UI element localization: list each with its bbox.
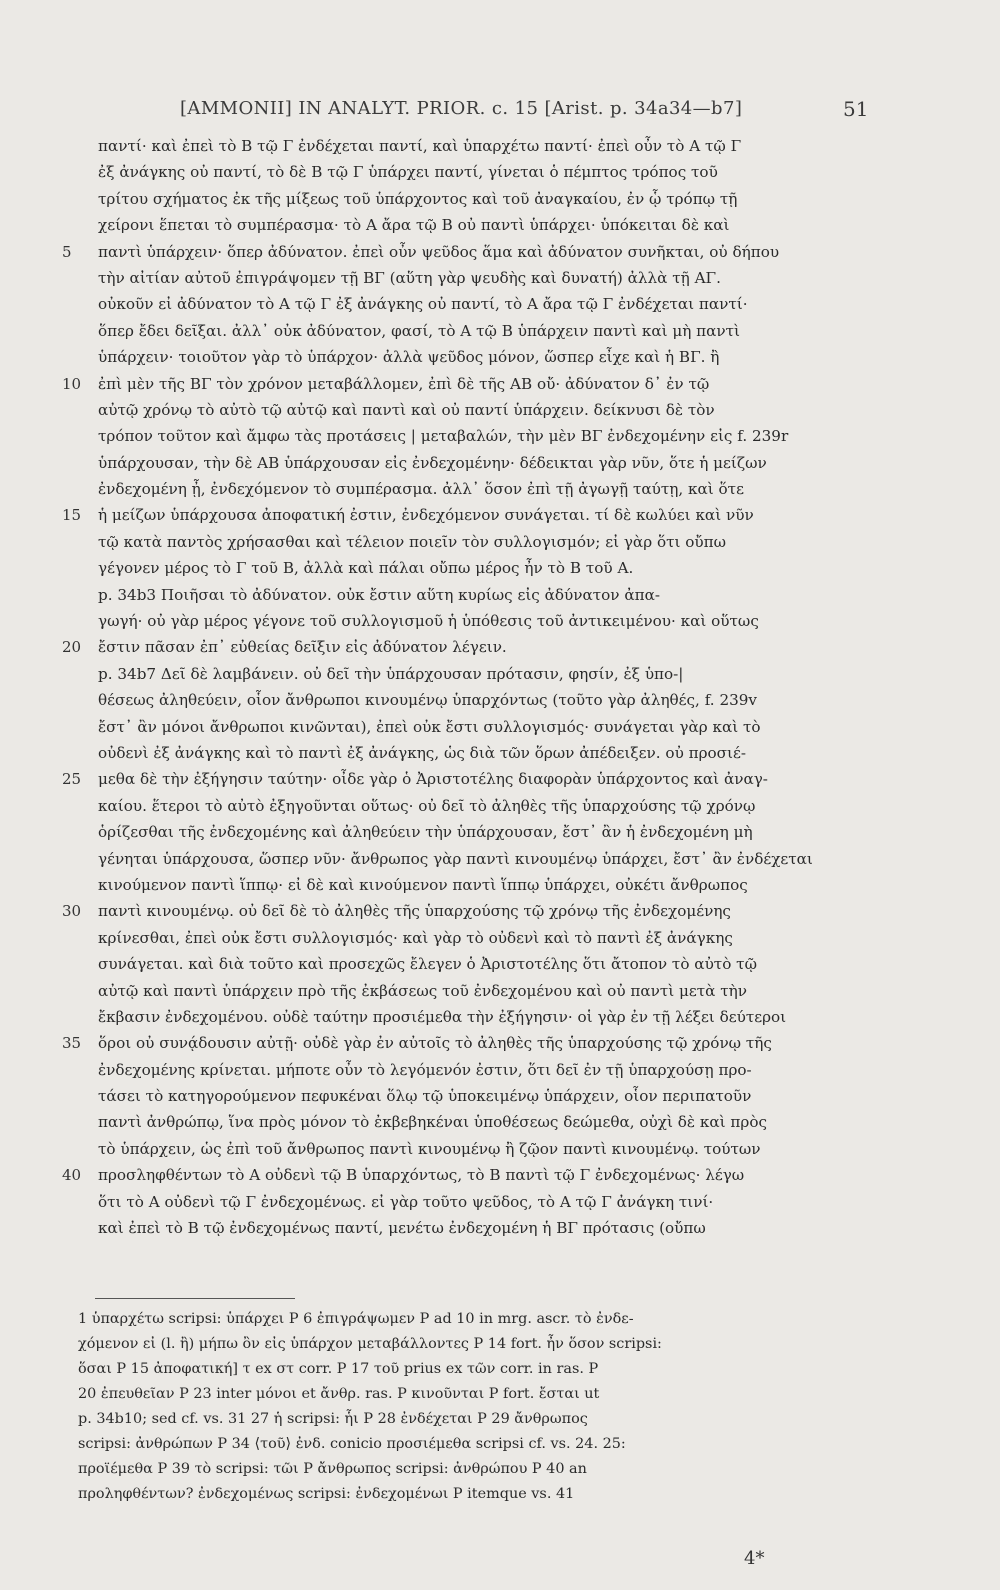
line-text: τρόπον τοῦτον καὶ ἄμφω τὰς προτάσεις | μεταβαλών, τὴν μὲν ΒΓ ἐνδεχομένην εἰς f. 239r bbox=[98, 427, 789, 446]
signature-mark: 4* bbox=[744, 1548, 765, 1569]
line-text: γέγονεν μέρος τὸ Γ τοῦ Β, ἀλλὰ καὶ πάλαι οὔπω μέρος ἦν τὸ Β τοῦ Α. bbox=[98, 559, 634, 578]
text-line bbox=[98, 608, 850, 634]
text-line bbox=[62, 766, 850, 792]
line-number: 25 bbox=[62, 770, 82, 789]
line-number: 35 bbox=[62, 1034, 82, 1053]
text-line bbox=[98, 318, 850, 344]
line-text: τῷ κατὰ παντὸς χρήσασθαι καὶ τέλειον ποιεῖν τὸν συλλογισμόν; εἰ γὰρ ὅτι οὔπω bbox=[98, 532, 727, 551]
line-text: ὅροι οὐ συνᾴδουσιν αὐτῇ· οὐδὲ γὰρ ἐν αὐτοῖς τὸ ἀληθὲς τῆς ὑπαρχούσης τῷ χρόνῳ τῆς bbox=[98, 1034, 772, 1053]
apparatus-line: προληφθέντων? ἐνδεχομένως scripsi: ἐνδεχομένωι P itemque vs. 41 bbox=[78, 1486, 575, 1502]
text-line bbox=[98, 872, 850, 898]
line-text: παντὶ κινουμένῳ. οὐ δεῖ δὲ τὸ ἀληθὲς τῆς ὑπαρχούσης τῷ χρόνῳ τῆς ἐνδεχομένης bbox=[98, 902, 731, 921]
line-number: 20 bbox=[62, 638, 82, 657]
text-line bbox=[98, 582, 850, 608]
text-line bbox=[98, 1215, 850, 1241]
footnote-rule bbox=[95, 1298, 295, 1299]
text-line bbox=[98, 265, 850, 291]
line-text: αὐτῷ χρόνῳ τὸ αὐτὸ τῷ αὐτῷ καὶ παντὶ καὶ οὐ παντί ὑπάρχειν. δείκνυσι δὲ τὸν bbox=[98, 400, 715, 419]
text-line bbox=[98, 397, 850, 423]
text-line bbox=[62, 239, 850, 265]
text-line bbox=[98, 529, 850, 555]
line-number: 15 bbox=[62, 506, 82, 525]
line-text: παντί· καὶ ἐπεὶ τὸ Β τῷ Γ ἐνδέχεται παντί, καὶ ὑπαρχέτω παντί· ἐπεὶ οὖν τὸ Α τῷ Γ bbox=[98, 137, 742, 155]
text-line bbox=[98, 661, 850, 687]
text-line bbox=[98, 212, 850, 238]
text-line bbox=[98, 159, 850, 185]
text-line bbox=[62, 634, 850, 660]
text-line bbox=[98, 1189, 850, 1215]
line-text: ἔστιν πᾶσαν ἐπ᾽ εὐθείας δεῖξιν εἰς ἀδύνατον λέγειν. bbox=[98, 638, 507, 657]
line-text: τὴν αἰτίαν αὐτοῦ ἐπιγράψομεν τῇ ΒΓ (αὕτη γὰρ ψευδὴς καὶ δυνατή) ἀλλὰ τῇ ΑΓ. bbox=[98, 268, 721, 287]
text-line bbox=[98, 555, 850, 581]
line-text: ὁρίζεσθαι τῆς ἐνδεχομένης καὶ ἀληθεύειν τὴν ὑπάρχουσαν, ἔστ᾽ ἂν ἡ ἐνδεχομένη μὴ bbox=[98, 823, 753, 842]
text-line bbox=[98, 344, 850, 370]
line-text: ὅτι τὸ Α οὐδενὶ τῷ Γ ἐνδεχομένως. εἰ γὰρ τοῦτο ψεῦδος, τὸ Α τῷ Γ ἀνάγκη τινί· bbox=[98, 1192, 714, 1211]
line-text: γένηται ὑπάρχουσα, ὥσπερ νῦν· ἄνθρωπος γὰρ παντὶ κινουμένῳ ὑπάρχει, ἔστ᾽ ἂν ἐνδέχεται bbox=[98, 849, 813, 868]
text-line bbox=[98, 687, 850, 713]
line-text: ἐξ ἀνάγκης οὐ παντί, τὸ δὲ Β τῷ Γ ὑπάρχει παντί, γίνεται ὁ πέμπτος τρόπος τοῦ bbox=[98, 163, 718, 182]
apparatus-line: προϊέμεθα P 39 τὸ scripsi: τῶι P ἄνθρωπος scripsi: ἀνθρώπου P 40 an bbox=[78, 1461, 587, 1477]
text-line bbox=[98, 740, 850, 766]
line-text: παντὶ ἀνθρώπῳ, ἵνα πρὸς μόνον τὸ ἐκβεβηκέναι ὑποθέσεως δεώμεθα, οὐχὶ δὲ καὶ πρὸς bbox=[98, 1113, 767, 1132]
line-text: ἡ μείζων ὑπάρχουσα ἀποφατική ἐστιν, ἐνδεχόμενον συνάγεται. τί δὲ κωλύει καὶ νῦν bbox=[98, 506, 754, 525]
text-line bbox=[98, 925, 850, 951]
main-text bbox=[62, 133, 850, 1241]
line-text: ὑπάρχειν· τοιοῦτον γὰρ τὸ ὑπάρχον· ἀλλὰ ψεῦδος μόνον, ὥσπερ εἶχε καὶ ἡ ΒΓ. ἢ bbox=[98, 348, 720, 367]
text-line bbox=[98, 793, 850, 819]
text-line bbox=[98, 951, 850, 977]
critical-apparatus bbox=[78, 1307, 888, 1507]
text-line bbox=[98, 423, 850, 449]
line-text: καὶ ἐπεὶ τὸ Β τῷ ἐνδεχομένως παντί, μενέτω ἐνδεχομένη ἡ ΒΓ πρότασις (οὔπω bbox=[98, 1219, 706, 1238]
line-text: μεθα δὲ τὴν ἐξήγησιν ταύτην· οἶδε γὰρ ὁ Ἀριστοτέλης διαφορὰν ὑπάρχοντος καὶ ἀναγ- bbox=[98, 770, 768, 789]
line-number: 5 bbox=[62, 242, 72, 261]
text-line bbox=[98, 846, 850, 872]
page-number: 51 bbox=[843, 97, 869, 121]
apparatus-line: scripsi: ἀνθρώπων P 34 ⟨τοῦ⟩ ἐνδ. conicio προσιέμεθα scripsi cf. vs. 24. 25: bbox=[78, 1436, 626, 1452]
line-text: χείρονι ἕπεται τὸ συμπέρασμα· τὸ Α ἄρα τῷ Β οὐ παντὶ ὑπάρχει· ὑπόκειται δὲ καὶ bbox=[98, 216, 730, 235]
line-text: ἐνδεχομένης κρίνεται. μήποτε οὖν τὸ λεγόμενόν ἐστιν, ὅτι δεῖ ἐν τῇ ὑπαρχούσῃ προ- bbox=[98, 1060, 752, 1079]
apparatus-line: ὅσαι P 15 ἀποφατική] τ ex στ corr. P 17 τοῦ prius ex τῶν corr. in ras. P bbox=[78, 1361, 599, 1377]
line-text: γωγή· οὐ γὰρ μέρος γέγονε τοῦ συλλογισμοῦ ἡ ὑπόθεσις τοῦ ἀντικειμένου· καὶ οὕτως bbox=[98, 612, 759, 631]
text-line bbox=[62, 898, 850, 924]
text-line bbox=[98, 1109, 850, 1135]
text-line bbox=[98, 714, 850, 740]
text-line bbox=[98, 819, 850, 845]
text-line bbox=[98, 1136, 850, 1162]
line-text: ἔστ᾽ ἂν μόνοι ἄνθρωποι κινῶνται), ἐπεὶ οὐκ ἔστι συλλογισμός· συνάγεται γὰρ καὶ τὸ bbox=[98, 717, 761, 736]
line-text: τὸ ὑπάρχειν, ὡς ἐπὶ τοῦ ἄνθρωπος παντὶ κινουμένῳ ἢ ζῷον παντὶ κινουμένῳ. τούτων bbox=[98, 1139, 761, 1158]
text-line bbox=[98, 1083, 850, 1109]
line-number: 40 bbox=[62, 1166, 82, 1185]
text-line bbox=[62, 1030, 850, 1056]
text-line bbox=[98, 1004, 850, 1030]
line-text: οὐκοῦν εἰ ἀδύνατον τὸ Α τῷ Γ ἐξ ἀνάγκης οὐ παντί, τὸ Α ἄρα τῷ Γ ἐνδέχεται παντί· bbox=[98, 295, 748, 314]
line-text: ὅπερ ἔδει δεῖξαι. ἀλλ᾽ οὐκ ἀδύνατον, φασί, τὸ Α τῷ Β ὑπάρχειν παντὶ καὶ μὴ παντὶ bbox=[98, 321, 741, 340]
apparatus-line: χόμενον εἰ (l. ἢ) μήπω ὂν εἰς ὑπάρχον μεταβάλλοντες P 14 fort. ἦν ὅσον scripsi: bbox=[78, 1336, 662, 1352]
text-line bbox=[98, 978, 850, 1004]
line-text: συνάγεται. καὶ διὰ τοῦτο καὶ προσεχῶς ἔλεγεν ὁ Ἀριστοτέλης ὅτι ἄτοπον τὸ αὐτὸ τῷ bbox=[98, 955, 757, 974]
line-text: τάσει τὸ κατηγορούμενον πεφυκέναι ὅλῳ τῷ ὑποκειμένῳ ὑπάρχειν, οἷον περιπατοῦν bbox=[98, 1087, 752, 1106]
line-number: 30 bbox=[62, 902, 82, 921]
text-line bbox=[98, 186, 850, 212]
line-text: p. 34b3 Ποιῆσαι τὸ ἀδύνατον. οὐκ ἔστιν αὕτη κυρίως εἰς ἀδύνατον ἀπα- bbox=[98, 585, 660, 604]
line-text: ἔκβασιν ἐνδεχομένου. οὐδὲ ταύτην προσιέμεθα τὴν ἐξήγησιν· οἱ γὰρ ἐν τῇ λέξει δεύτεροι bbox=[98, 1007, 787, 1026]
line-text: ἐπὶ μὲν τῆς ΒΓ τὸν χρόνον μεταβάλλομεν, ἐπὶ δὲ τῆς ΑΒ οὔ· ἀδύνατον δ᾽ ἐν τῷ bbox=[98, 374, 710, 393]
line-text: θέσεως ἀληθεύειν, οἷον ἄνθρωποι κινουμένῳ ὑπαρχόντως (τοῦτο γὰρ ἀληθές, f. 239v bbox=[98, 691, 758, 710]
line-text: τρίτου σχήματος ἐκ τῆς μίξεως τοῦ ὑπάρχοντος καὶ τοῦ ἀναγκαίου, ἐν ᾧ τρόπῳ τῇ bbox=[98, 189, 738, 208]
text-line bbox=[98, 476, 850, 502]
line-text: προσληφθέντων τὸ Α οὐδενὶ τῷ Β ὑπαρχόντως, τὸ Β παντὶ τῷ Γ ἐνδεχομένως· λέγω bbox=[98, 1166, 745, 1185]
line-text: αὐτῷ καὶ παντὶ ὑπάρχειν πρὸ τῆς ἐκβάσεως τοῦ ἐνδεχομένου καὶ οὐ παντὶ μετὰ τὴν bbox=[98, 981, 747, 1000]
line-text: παντὶ ὑπάρχειν· ὅπερ ἀδύνατον. ἐπεὶ οὖν ψεῦδος ἅμα καὶ ἀδύνατον συνῆκται, οὐ δήπου bbox=[98, 242, 780, 261]
text-line bbox=[98, 291, 850, 317]
line-text: κινούμενον παντὶ ἵππῳ· εἰ δὲ καὶ κινούμενον παντὶ ἵππῳ ὑπάρχει, οὐκέτι ἄνθρωπος bbox=[98, 875, 748, 894]
apparatus-line: 1 ὑπαρχέτω scripsi: ὑπάρχει P 6 ἐπιγράψωμεν P ad 10 in mrg. ascr. τὸ ἐνδε- bbox=[78, 1311, 634, 1327]
line-text: p. 34b7 Δεῖ δὲ λαμβάνειν. οὐ δεῖ τὴν ὑπάρχουσαν πρότασιν, φησίν, ἐξ ὑπο-| bbox=[98, 664, 684, 683]
line-text: οὐδενὶ ἐξ ἀνάγκης καὶ τὸ παντὶ ἐξ ἀνάγκης, ὡς διὰ τῶν ὅρων ἀπέδειξεν. οὐ προσιέ- bbox=[98, 743, 747, 762]
line-text: ἐνδεχομένη ᾖ, ἐνδεχόμενον τὸ συμπέρασμα. ἀλλ᾽ ὅσον ἐπὶ τῇ ἀγωγῇ ταύτῃ, καὶ ὅτε bbox=[98, 480, 744, 499]
line-text: καίου. ἕτεροι τὸ αὐτὸ ἐξηγοῦνται οὕτως· οὐ δεῖ τὸ ἀληθὲς τῆς ὑπαρχούσης τῷ χρόνῳ bbox=[98, 796, 756, 815]
line-number: 10 bbox=[62, 374, 82, 393]
text-line bbox=[98, 450, 850, 476]
apparatus-line: 20 ἐπευθεῖαν P 23 inter μόνοι et ἄνθρ. ras. P κινοῦνται P fort. ἔσται ut bbox=[78, 1386, 600, 1402]
line-text: ὑπάρχουσαν, τὴν δὲ ΑΒ ὑπάρχουσαν εἰς ἐνδεχομένην· δέδεικται γὰρ νῦν, ὅτε ἡ μείζων bbox=[98, 453, 767, 472]
line-text: κρίνεσθαι, ἐπεὶ οὐκ ἔστι συλλογισμός· καὶ γὰρ τὸ οὐδενὶ καὶ τὸ παντὶ ἐξ ἀνάγκης bbox=[98, 928, 733, 947]
text-line bbox=[98, 133, 850, 159]
text-line bbox=[62, 502, 850, 528]
text-line bbox=[62, 1162, 850, 1188]
apparatus-line: p. 34b10; sed cf. vs. 31 27 ἡ scripsi: ἧι P 28 ἐνδέχεται P 29 ἄνθρωπος bbox=[78, 1411, 588, 1427]
running-title: [AMMONII] IN ANALYT. PRIOR. c. 15 [Arist. p. 34a34—b7] bbox=[180, 98, 743, 119]
text-line bbox=[62, 371, 850, 397]
text-line bbox=[98, 1057, 850, 1083]
